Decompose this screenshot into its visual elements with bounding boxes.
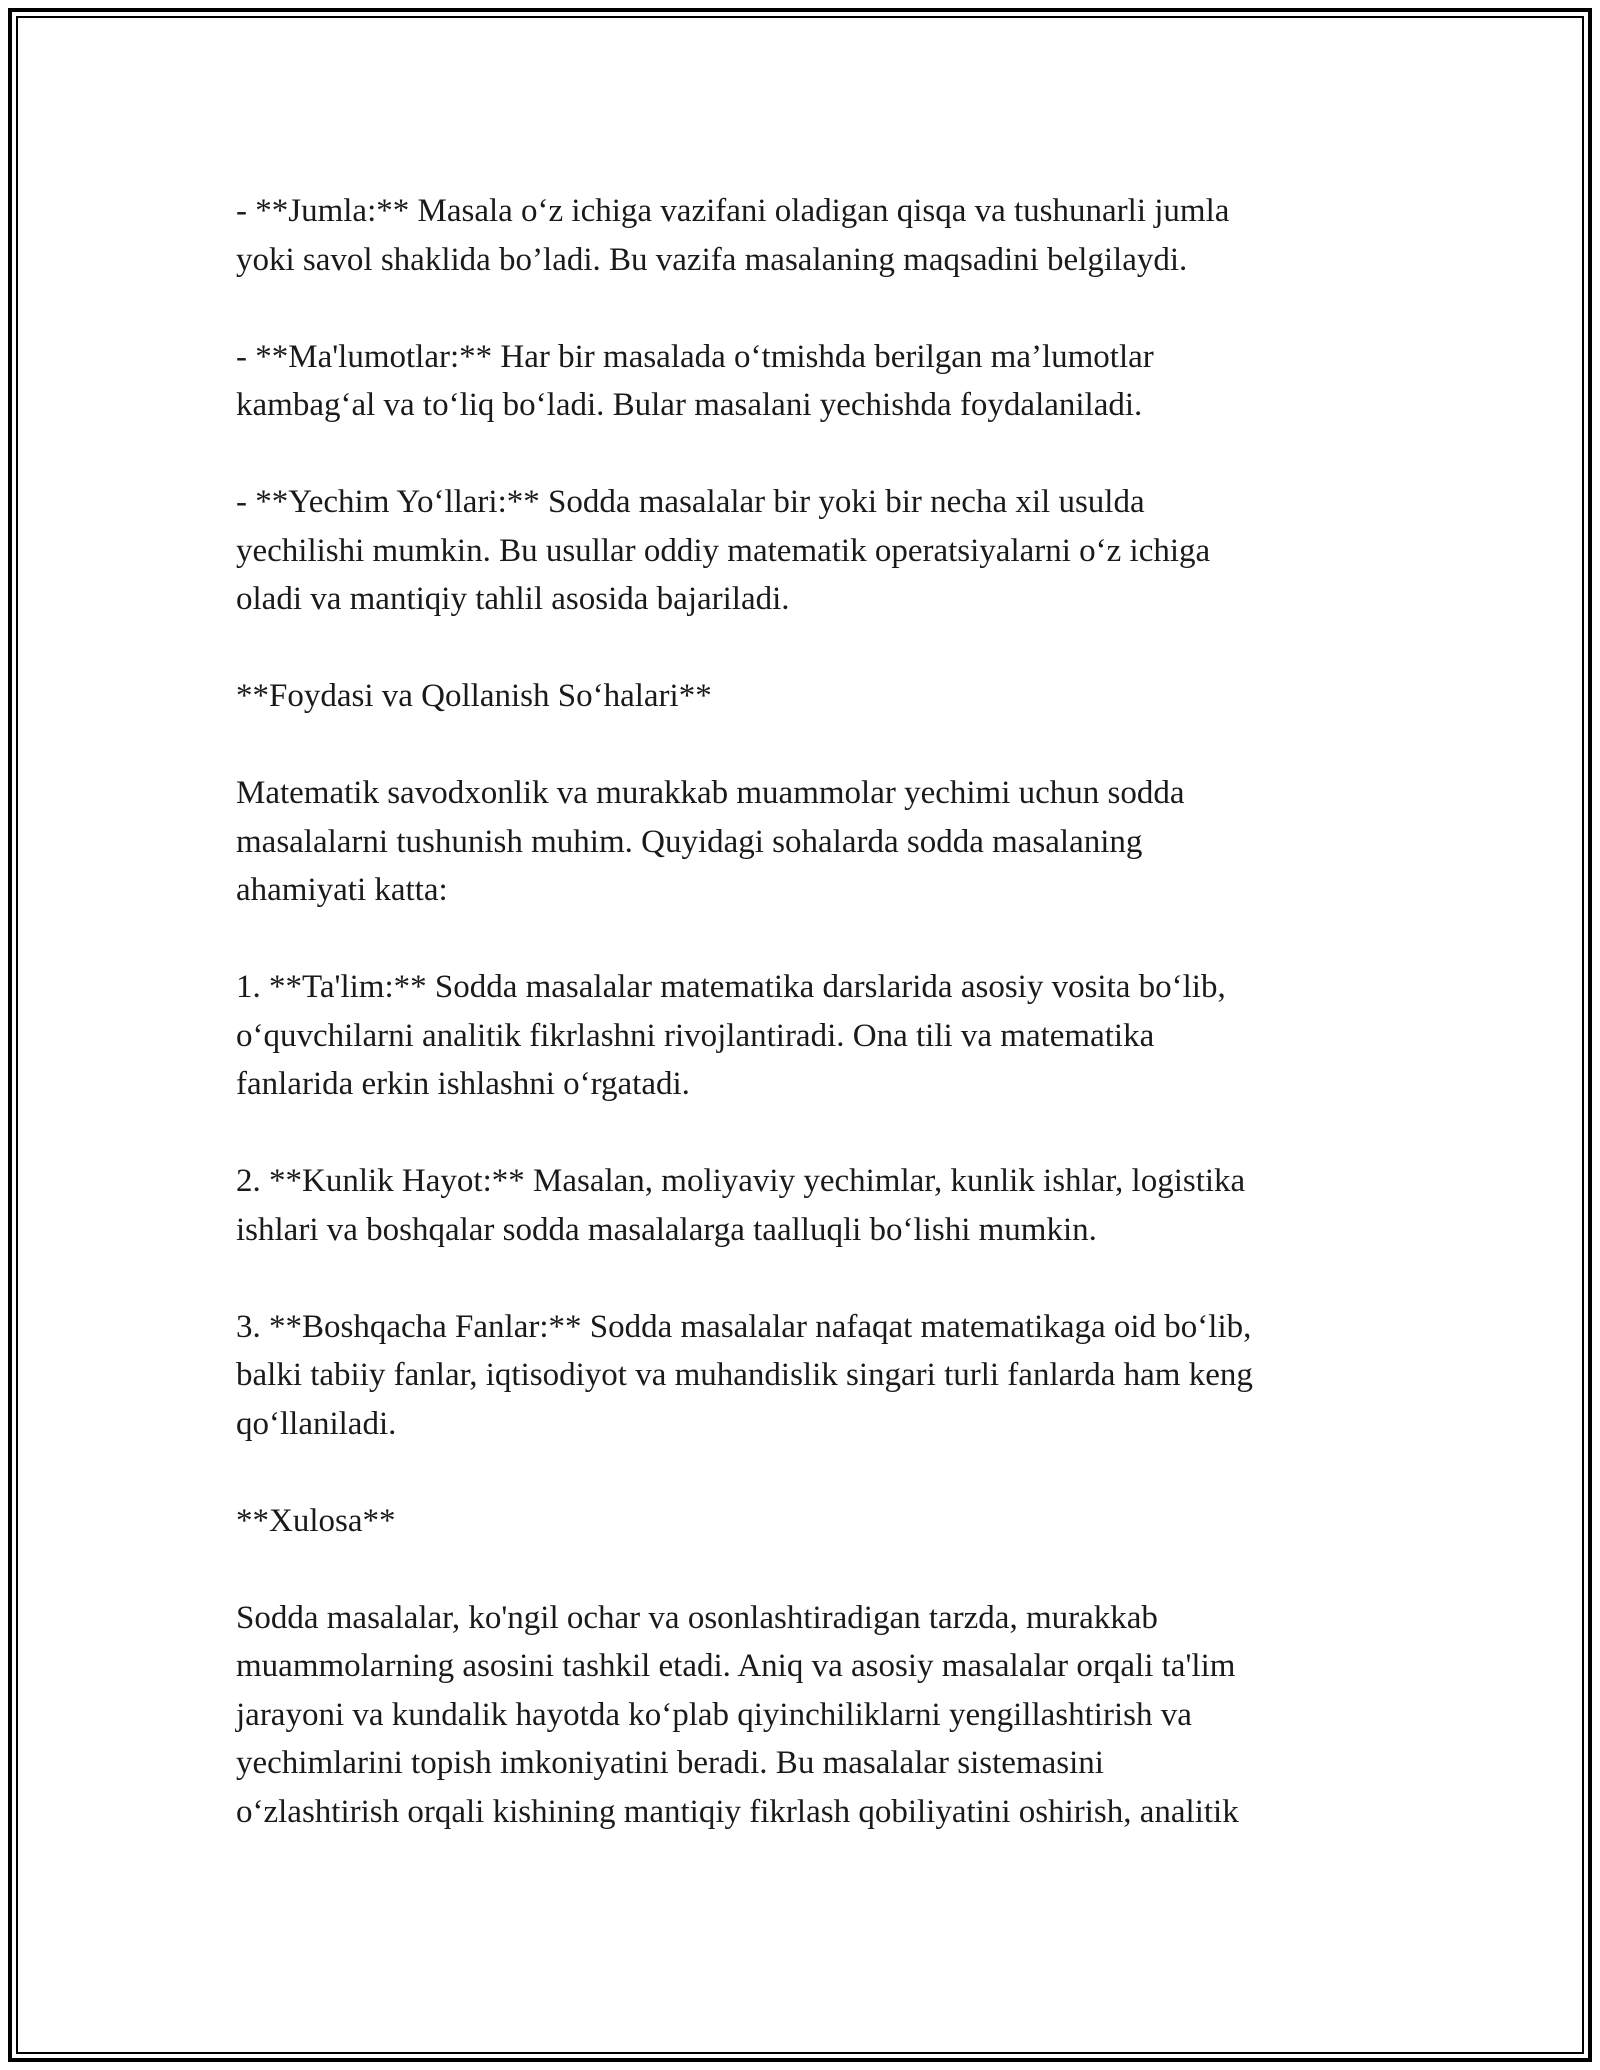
paragraph-xulosa: Sodda masalalar, ko'ngil ochar va osonlashtiradigan tarzda, murakkab muammolarning asosini tashkil etadi. Aniq va asosiy masalalar orqali ta'lim jarayoni va kundalik hayotda ko‘plab qiyinchiliklarni yengillashtirish va yechimlarini topish imkoniyatini beradi. Bu masalalar sistemasini o‘zlashtirish orqali kishining mantiqiy fikrlash qobiliyatini oshirish, analitik <box>236 1599 1239 1830</box>
document-body <box>236 187 1366 1836</box>
list-item-kunlik-hayot: 2. **Kunlik Hayot:** Masalan, moliyaviy yechimlar, kunlik ishlar, logistika ishlari va boshqalar sodda masalalarga taalluqli bo‘lishi mumkin. <box>236 1163 1246 1248</box>
paragraph-jumla: - **Jumla:** Masala o‘z ichiga vazifani oladigan qisqa va tushunarli jumla yoki savol shaklida bo’ladi. Bu vazifa masalaning maqsadini belgilaydi. <box>236 193 1230 278</box>
section-heading-foydasi: **Foydasi va Qollanish So‘halari** <box>236 678 712 714</box>
list-item-boshqacha-fanlar: 3. **Boshqacha Fanlar:** Sodda masalalar nafaqat matematikaga oid bo‘lib, balki tabiiy fanlar, iqtisodiyot va muhandislik singari turli fanlarda ham keng qo‘llaniladi. <box>236 1308 1253 1442</box>
paragraph-intro-sohalar: Matematik savodxonlik va murakkab muammolar yechimi uchun sodda masalalarni tushunish muhim. Quyidagi sohalarda sodda masalaning ahamiyati katta: <box>236 775 1185 908</box>
paragraph-yechim-yollari: - **Yechim Yo‘llari:** Sodda masalalar bir yoki bir necha xil usulda yechilishi mumkin. Bu usullar oddiy matematik operatsiyalarni o‘z ichiga oladi va mantiqiy tahlil asosida bajariladi. <box>236 484 1211 617</box>
section-heading-xulosa: **Xulosa** <box>236 1502 396 1539</box>
paragraph-malumotlar: - **Ma'lumotlar:** Har bir masalada o‘tmishda berilgan ma’lumotlar kambag‘al va to‘liq bo‘ladi. Bular masalani yechishda foydalaniladi. <box>236 338 1154 423</box>
list-item-talim: 1. **Ta'lim:** Sodda masalalar matematika darslarida asosiy vosita bo‘lib, o‘quvchilarni analitik fikrlashni rivojlantiradi. Ona tili va matematika fanlarida erkin ishlashni o‘rgatadi. <box>236 969 1226 1102</box>
